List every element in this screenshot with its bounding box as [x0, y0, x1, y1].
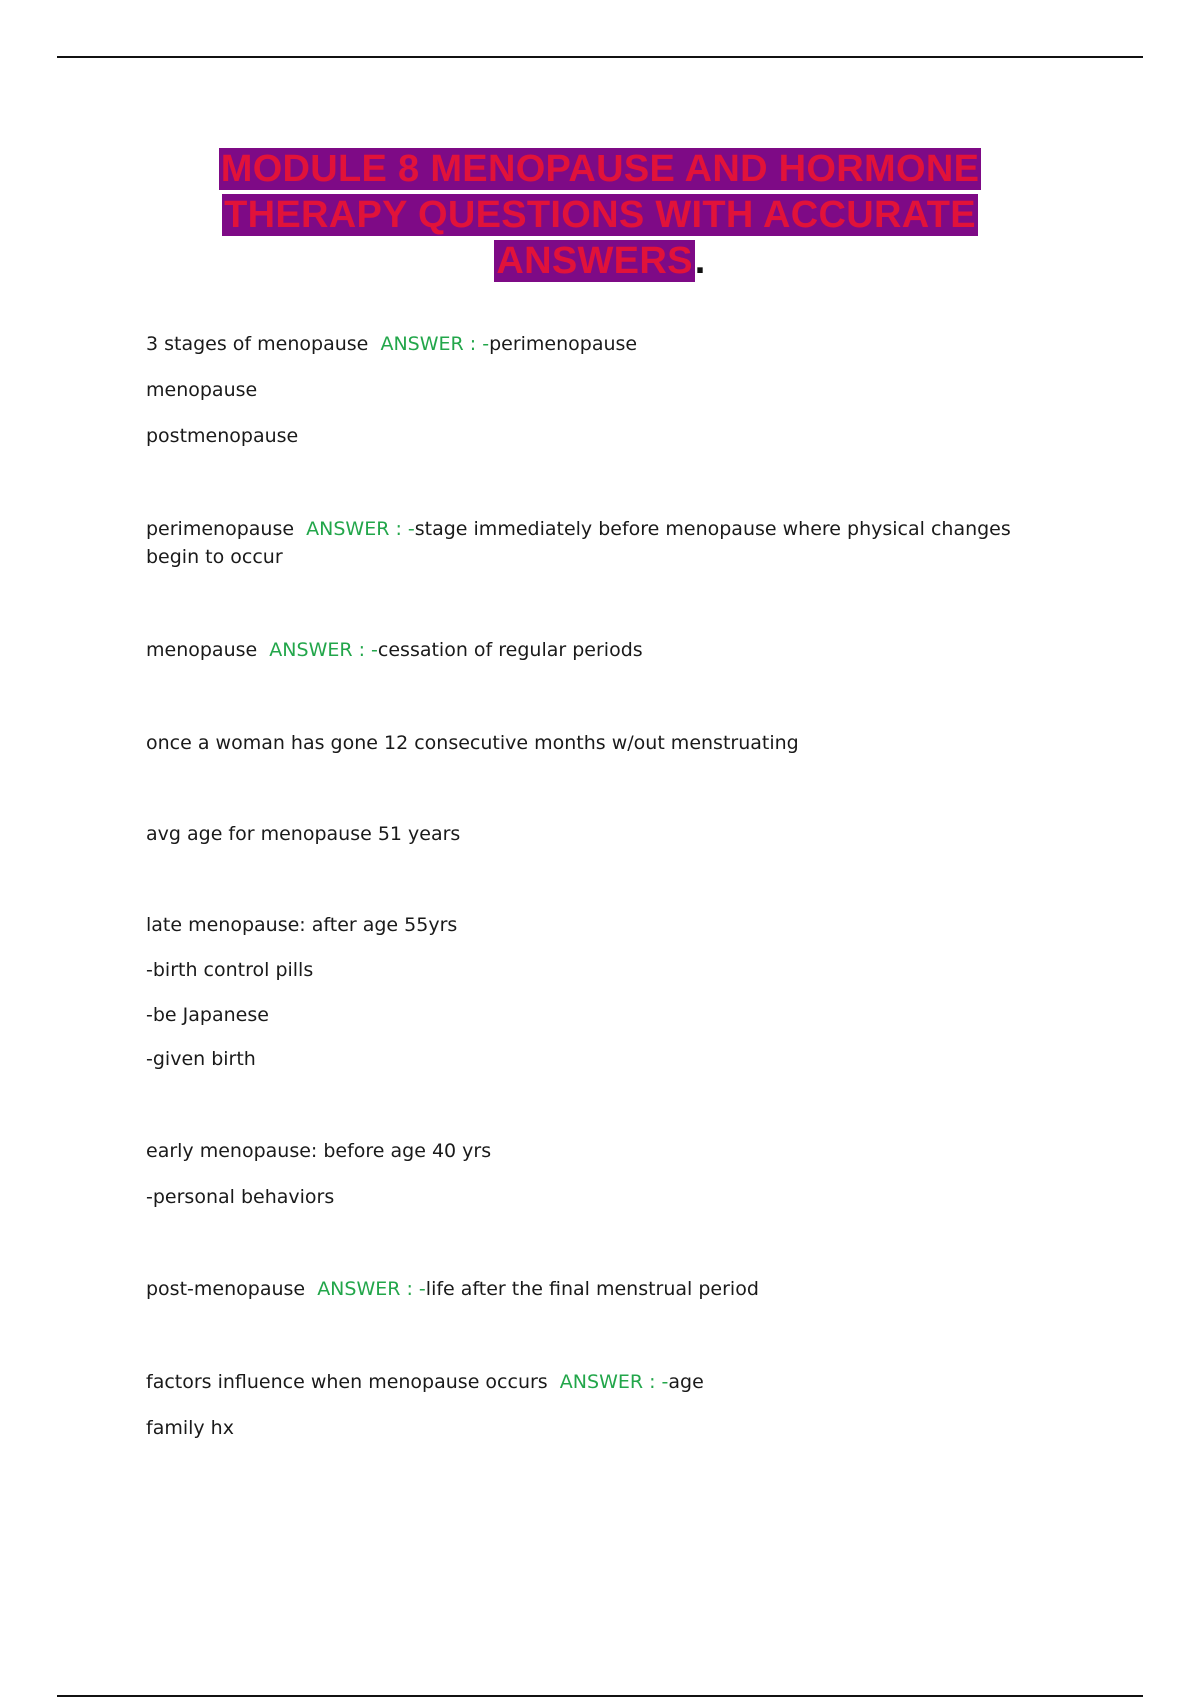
answer-label: ANSWER : - [559, 1371, 669, 1393]
footer-rule [57, 1695, 1143, 1697]
text-line: menopause [146, 379, 258, 401]
qa-item [146, 1368, 704, 1396]
text-line: postmenopause [146, 425, 299, 447]
text-line: early menopause: before age 40 yrs [146, 1140, 492, 1162]
title-period: . [694, 240, 706, 282]
qa-item [146, 1275, 759, 1303]
header-rule [57, 56, 1143, 58]
question-text: factors influence when menopause occurs [146, 1371, 548, 1393]
answer-label: ANSWER : - [306, 518, 415, 540]
title-line-2: THERAPY QUESTIONS WITH ACCURATE [224, 194, 976, 236]
answer-text: age [668, 1371, 704, 1393]
qa-item [146, 636, 643, 664]
answer-text: perimenopause [489, 333, 638, 355]
answer-text: life after the final menstrual period [425, 1278, 759, 1300]
document-title [130, 146, 1070, 284]
qa-item [146, 330, 637, 358]
text-line: -personal behaviors [146, 1186, 335, 1208]
answer-text: cessation of regular periods [377, 639, 643, 661]
title-line-3: ANSWERS [496, 240, 693, 282]
text-line: -birth control pills [146, 959, 314, 981]
question-text: menopause [146, 639, 258, 661]
question-text: post-menopause [146, 1278, 306, 1300]
question-text: perimenopause [146, 518, 295, 540]
text-line: -be Japanese [146, 1004, 269, 1026]
question-text: 3 stages of menopause [146, 333, 369, 355]
text-line: avg age for menopause 51 years [146, 823, 461, 845]
title-line-1: MODULE 8 MENOPAUSE AND HORMONE [220, 148, 980, 190]
text-line: -given birth [146, 1048, 256, 1070]
qa-item [146, 515, 1066, 571]
text-line: family hx [146, 1417, 234, 1439]
answer-label: ANSWER : - [380, 333, 490, 355]
answer-label: ANSWER : - [317, 1278, 426, 1300]
answer-label: ANSWER : - [269, 639, 378, 661]
answer-text: stage immediately before menopause where physical changes begin to occur [146, 518, 1011, 568]
text-line: late menopause: after age 55yrs [146, 914, 458, 936]
text-line: once a woman has gone 12 consecutive months w/out menstruating [146, 732, 799, 754]
